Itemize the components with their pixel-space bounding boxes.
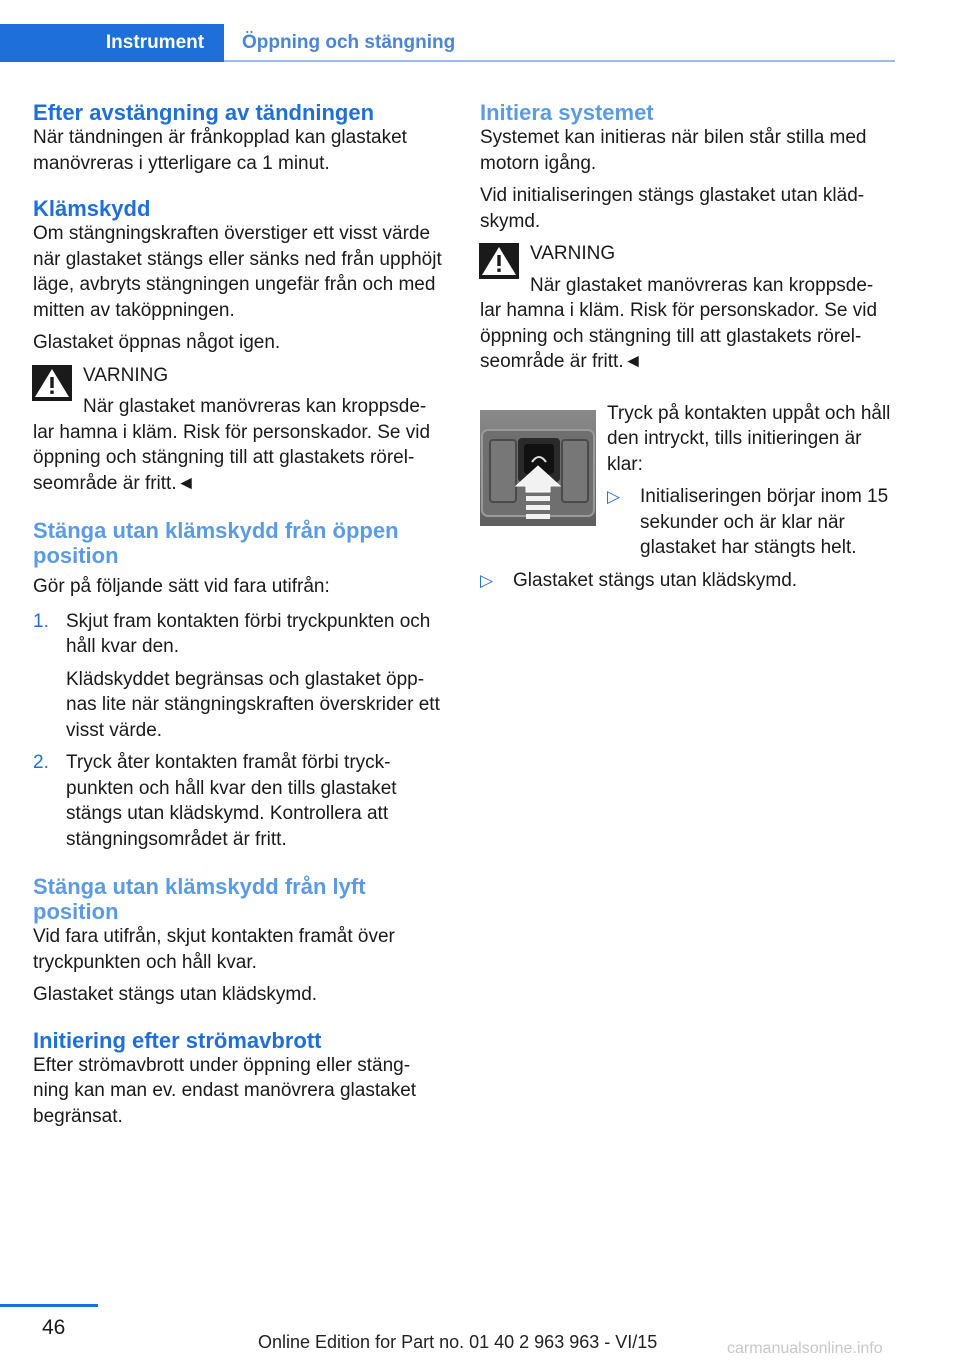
section-title-initiering-stromavbrott: Initiering efter strömavbrott [33, 1027, 322, 1053]
list-item [33, 609, 445, 744]
tab-underline [224, 60, 895, 62]
warning-text: lar hamna i kläm. Risk för personskador. Se vid öppning och stängning till att glastakets rörel‐ seområde är fritt.◄ [33, 421, 431, 494]
roof-switch-illustration [480, 410, 596, 526]
list-item [607, 484, 892, 561]
section-title-efter-avstangning: Efter avstängning av tändningen [33, 100, 375, 125]
list-item [33, 750, 445, 852]
paragraph: Vid fara utifrån, skjut kontakten framåt över tryckpunkten och håll kvar. [33, 926, 395, 973]
list-item-text: Skjut fram kontakten förbi tryckpunkten och håll kvar den. [66, 610, 431, 657]
section-title-initiera-systemet: Initiera systemet [480, 100, 654, 125]
paragraph: När tändningen är frånkopplad kan glastaket manövreras i ytterligare ca 1 minut. [33, 127, 407, 174]
warning-text: lar hamna i kläm. Risk för personskador. Se vid öppning och stängning till att glastakets rörel‐ seområde är fritt.◄ [480, 300, 878, 372]
paragraph: Tryck på kontakten uppåt och håll den intryckt, tills initieringen är klar: [607, 402, 891, 475]
list-item-subtext: Klädskyddet begränsas och glastaket öpp‐ nas lite när stängningskraften överskrider ett visst värde. [66, 668, 440, 741]
warning-block [33, 363, 445, 497]
warning-block [480, 241, 892, 375]
section-title-stanga-lyft: Stänga utan klämskydd från lyft position [33, 874, 366, 924]
paragraph: Glastaket öppnas något igen. [33, 332, 281, 353]
warning-triangle-icon [32, 365, 72, 401]
triangle-bullet-icon: ▷ [480, 570, 494, 590]
paragraph: Glastaket stängs utan klädskymd. [33, 984, 318, 1005]
list-number: 2. [33, 752, 49, 773]
paragraph: Gör på följande sätt vid fara utifrån: [33, 576, 330, 597]
list-item [480, 568, 892, 594]
numbered-list [33, 609, 445, 853]
list-item-text: Glastaket stängs utan klädskymd. [513, 569, 798, 591]
paragraph: Vid initialiseringen stängs glastaket utan kläd‐ skymd. [480, 185, 865, 232]
footer-edition: Online Edition for Part no. 01 40 2 963 963 - VI/15 [258, 1332, 658, 1352]
page-number: 46 [42, 1316, 66, 1339]
left-column [33, 100, 445, 1129]
paragraph: Systemet kan initieras när bilen står stilla med motorn igång. [480, 127, 867, 174]
section-title-stanga-oppen: Stänga utan klämskydd från öppen position [33, 518, 399, 568]
header-tabs [0, 24, 895, 62]
list-item-text: Initialiseringen börjar inom 15 sekunder och är klar när glastaket har stängts helt. [640, 486, 889, 558]
tab-instrument[interactable]: Instrument [0, 24, 224, 62]
footer-line [0, 1304, 98, 1307]
warning-text-first-line: När glastaket manövreras kan kroppsde‐ [83, 396, 427, 417]
watermark: carmanualsonline.info [727, 1340, 883, 1357]
paragraph: Efter strömavbrott under öppning eller stäng‐ ning kan man ev. endast manövrera glastaket begränsat. [33, 1054, 417, 1127]
triangle-bullet-icon: ▷ [607, 487, 621, 506]
warning-text-first-line: När glastaket manövreras kan kroppsde‐ [530, 274, 874, 296]
warning-triangle-icon [479, 243, 519, 279]
paragraph: Om stängningskraften överstiger ett visst värde när glastaket stängs eller sänks ned från upphöjt läge, avbryts stängningen ungefär från och med mitten av taköppningen. [33, 223, 442, 321]
list-number: 1. [33, 610, 49, 632]
warning-title: VARNING [83, 364, 169, 386]
tab-oppning-och-stangning[interactable]: Öppning och stängning [242, 32, 456, 53]
warning-title: VARNING [530, 243, 616, 264]
list-item-text: Tryck åter kontakten framåt förbi tryck‐ punkten och håll kvar den tills glastaket stängs utan klädskymd. Kontrollera att stängningsområdet är fritt. [66, 752, 397, 850]
section-title-klamskydd: Klämskydd [33, 196, 151, 221]
